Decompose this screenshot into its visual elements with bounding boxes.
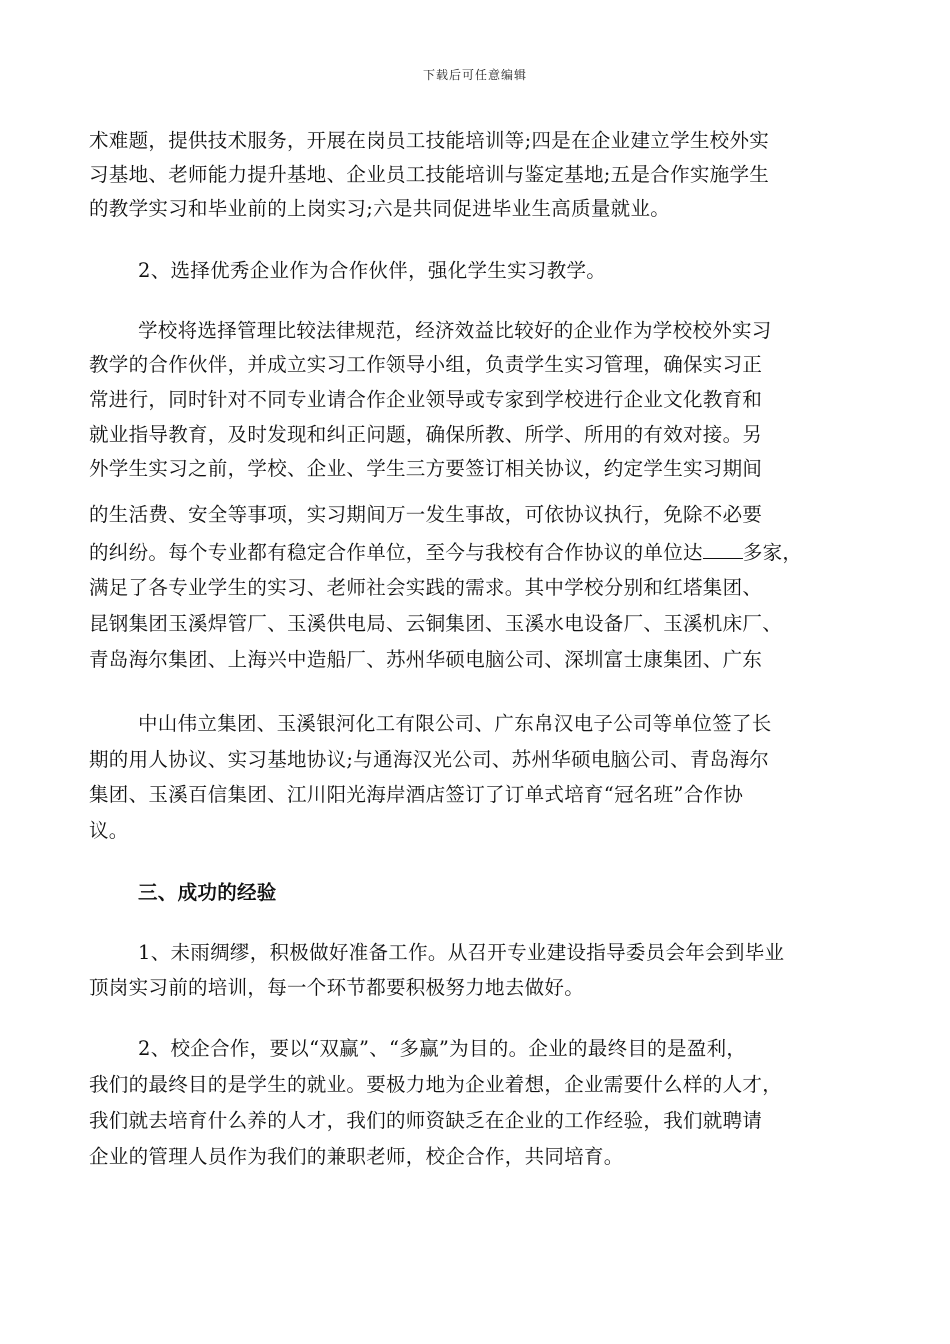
paragraph-line: 我们就去培育什么养的人才，我们的师资缺乏在企业的工作经验，我们就聘请 xyxy=(89,1109,763,1132)
paragraph-line-suffix: 多家， xyxy=(742,541,803,564)
paragraph-line xyxy=(89,540,802,565)
paragraph-line: 习基地、老师能力提升基地、企业员工技能培训与鉴定基地;五是合作实施学生 xyxy=(89,163,770,186)
paragraph-line: 教学的合作伙伴，并成立实习工作领导小组，负责学生实习管理，确保实习正 xyxy=(89,353,763,376)
paragraph-line: 学校将选择管理比较法律规范，经济效益比较好的企业作为学校校外实习 xyxy=(138,319,772,342)
paragraph-line: 集团、玉溪百信集团、江川阳光海岸酒店签订了订单式培育“冠名班”合作协 xyxy=(89,783,744,806)
fill-in-blank xyxy=(703,540,743,559)
paragraph-line-text: 的纠纷。每个专业都有稳定合作单位，至今与我校有合作协议的单位达 xyxy=(89,541,703,564)
paragraph-line: 议。 xyxy=(89,819,129,842)
paragraph-line: 昆钢集团玉溪焊管厂、玉溪供电局、云铜集团、玉溪水电设备厂、玉溪机床厂、 xyxy=(89,612,783,635)
paragraph-line: 企业的管理人员作为我们的兼职老师，校企合作，共同培育。 xyxy=(89,1145,624,1168)
paragraph-line: 顶岗实习前的培训，每一个环节都要积极努力地去做好。 xyxy=(89,976,585,999)
section-heading: 三、成功的经验 xyxy=(138,881,277,904)
paragraph-line: 青岛海尔集团、上海兴中造船厂、苏州华硕电脑公司、深圳富士康集团、广东 xyxy=(89,648,763,671)
paragraph-line: 期的用人协议、实习基地协议;与通海汉光公司、苏州华硕电脑公司、青岛海尔 xyxy=(89,748,770,771)
paragraph-line: 我们的最终目的是学生的就业。要极力地为企业着想，企业需要什么样的人才， xyxy=(89,1073,783,1096)
paragraph-line: 的教学实习和毕业前的上岗实习;六是共同促进毕业生高质量就业。 xyxy=(89,197,671,220)
paragraph-line: 满足了各专业学生的实习、老师社会实践的需求。其中学校分别和红塔集团、 xyxy=(89,576,763,599)
paragraph-line: 1、未雨绸缪，积极做好准备工作。从召开专业建设指导委员会年会到毕业 xyxy=(138,941,785,964)
paragraph-line: 中山伟立集团、玉溪银河化工有限公司、广东帛汉电子公司等单位签了长 xyxy=(138,712,772,735)
list-item-heading: 2、选择优秀企业作为合作伙伴，强化学生实习教学。 xyxy=(138,259,607,282)
paragraph-line: 术难题，提供技术服务，开展在岗员工技能培训等;四是在企业建立学生校外实 xyxy=(89,129,770,152)
paragraph-line: 就业指导教育，及时发现和纠正问题，确保所教、所学、所用的有效对接。另 xyxy=(89,423,763,446)
paragraph-line: 的生活费、安全等事项，实习期间万一发生事故，可依协议执行，免除不必要 xyxy=(89,503,763,526)
paragraph-line: 外学生实习之前，学校、企业、学生三方要签订相关协议，约定学生实习期间 xyxy=(89,457,763,480)
paragraph-line: 常进行，同时针对不同专业请合作企业领导或专家到学校进行企业文化教育和 xyxy=(89,388,763,411)
paragraph-line: 2、校企合作，要以“双赢”、“多赢”为目的。企业的最终目的是盈利， xyxy=(138,1037,747,1060)
page-header-note: 下载后可任意编辑 xyxy=(422,68,527,82)
